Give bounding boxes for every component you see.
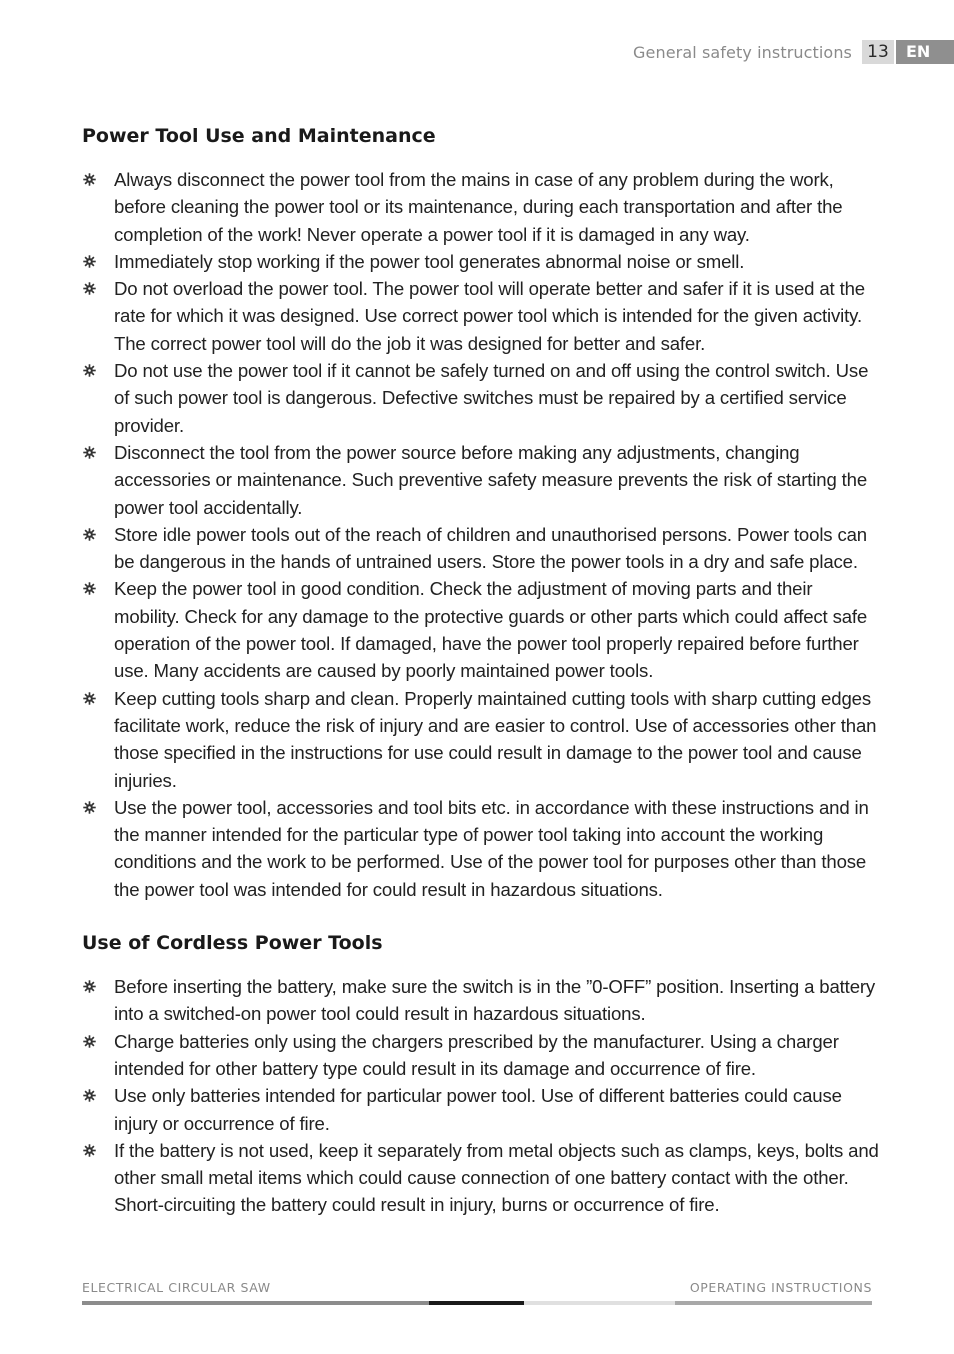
gear-bullet-icon (83, 364, 96, 377)
language-badge: EN (896, 40, 954, 64)
gear-bullet-icon (83, 980, 96, 993)
footer-bar-segment (429, 1301, 524, 1305)
list-item (82, 357, 882, 439)
list-item-text: Store idle power tools out of the reach of children and unauthorised persons. Power tools can be dangerous in the hands of untrained users. Store the power tools in a dry and safe place. (114, 523, 867, 573)
list-item (82, 439, 882, 521)
list-item-text: Keep the power tool in good condition. Check the adjustment of moving parts and their mobility. Check for any damage to the protective guards or other parts which could affect safe operation of the power tool. If damaged, have the power tool properly repaired before further use. Many accidents are caused by poorly maintained power tools. (114, 578, 868, 682)
section-heading-cordless: Use of Cordless Power Tools (82, 932, 383, 955)
list-item (82, 794, 882, 903)
list-item-text: Use only batteries intended for particular power tool. Use of different batteries could cause injury or occurrence of fire. (114, 1085, 842, 1134)
list-item-text: Use the power tool, accessories and tool bits etc. in accordance with these instructions and in the manner intended for the particular type of power tool taking into account the working conditions and the work to be performed. Use of the power tool for purposes other than those the power tool was intended for could result in hazardous situations. (114, 796, 869, 900)
gear-bullet-icon (83, 446, 96, 459)
list-item-text: Do not use the power tool if it cannot be safely turned on and off using the control switch. Use of such power tool is dangerous. Defective switches must be repaired by a certified service provider. (114, 360, 869, 436)
gear-bullet-icon (83, 692, 96, 705)
footer-doc-type: OPERATING INSTRUCTIONS (689, 1280, 872, 1295)
gear-bullet-icon (83, 1035, 96, 1048)
footer-bar-segment (82, 1301, 429, 1305)
page-header (633, 40, 954, 64)
gear-bullet-icon (83, 528, 96, 541)
gear-bullet-icon (83, 801, 96, 814)
list-item (82, 685, 882, 794)
gear-bullet-icon (83, 255, 96, 268)
list-item-text: Do not overload the power tool. The power tool will operate better and safer if it is used at the rate for which it was designed. Use correct power tool which is intended for the given activity. The correct power tool will do the job it was designed for better and safer. (114, 278, 865, 354)
list-item (82, 1137, 882, 1219)
list-item (82, 1082, 882, 1137)
document-body (82, 122, 882, 1219)
list-item-text: If the battery is not used, keep it separately from metal objects such as clamps, keys, bolts and other small metal items which could cause connection of one battery contact with the other. Short-circuiting the battery could result in injury, burns or occurrence of fire. (114, 1139, 879, 1216)
header-title: General safety instructions (633, 42, 852, 62)
list-item-text: Keep cutting tools sharp and clean. Properly maintained cutting tools with sharp cutting edges facilitate work, reduce the risk of injury and are easier to control. Use of accessories other than those specified in the instructions for use could result in damage to the power tool and cause injuries. (114, 687, 877, 791)
list-item (82, 166, 882, 248)
list-item (82, 575, 882, 684)
list-item-text: Charge batteries only using the chargers prescribed by the manufacturer. Using a charger intended for other battery type could result in its damage and occurrence of fire. (114, 1030, 839, 1079)
list-item (82, 521, 882, 576)
footer-bar-segment (524, 1301, 675, 1305)
list-item-text: Always disconnect the power tool from the mains in case of any problem during the work, before cleaning the power tool or its maintenance, during each transportation and after the completion of the work! Never operate a power tool if it is damaged in any way. (114, 169, 843, 245)
footer-bar-segment (675, 1301, 872, 1305)
list-item (82, 1028, 882, 1083)
list-item (82, 248, 882, 275)
gear-bullet-icon (83, 582, 96, 595)
section-heading-maintenance: Power Tool Use and Maintenance (82, 125, 436, 147)
gear-bullet-icon (83, 1089, 96, 1102)
gear-bullet-icon (83, 1144, 96, 1157)
list-item-text: Immediately stop working if the power tool generates abnormal noise or smell. (114, 250, 745, 272)
cordless-list (82, 973, 882, 1219)
list-item-text: Disconnect the tool from the power source before making any adjustments, changing accessories or maintenance. Such preventive safety measure prevents the risk of starting the power tool accidentally. (114, 441, 868, 518)
list-item-text: Before inserting the battery, make sure the switch is in the ”0-OFF” position. Inserting a battery into a switched-on power tool could result in hazardous situations. (114, 976, 876, 1025)
page-number: 13 (862, 40, 894, 64)
gear-bullet-icon (83, 282, 96, 295)
list-item (82, 973, 882, 1028)
footer-product-name: ELECTRICAL CIRCULAR SAW (82, 1280, 271, 1295)
maintenance-list (82, 166, 882, 903)
gear-bullet-icon (83, 173, 96, 186)
list-item (82, 275, 882, 357)
